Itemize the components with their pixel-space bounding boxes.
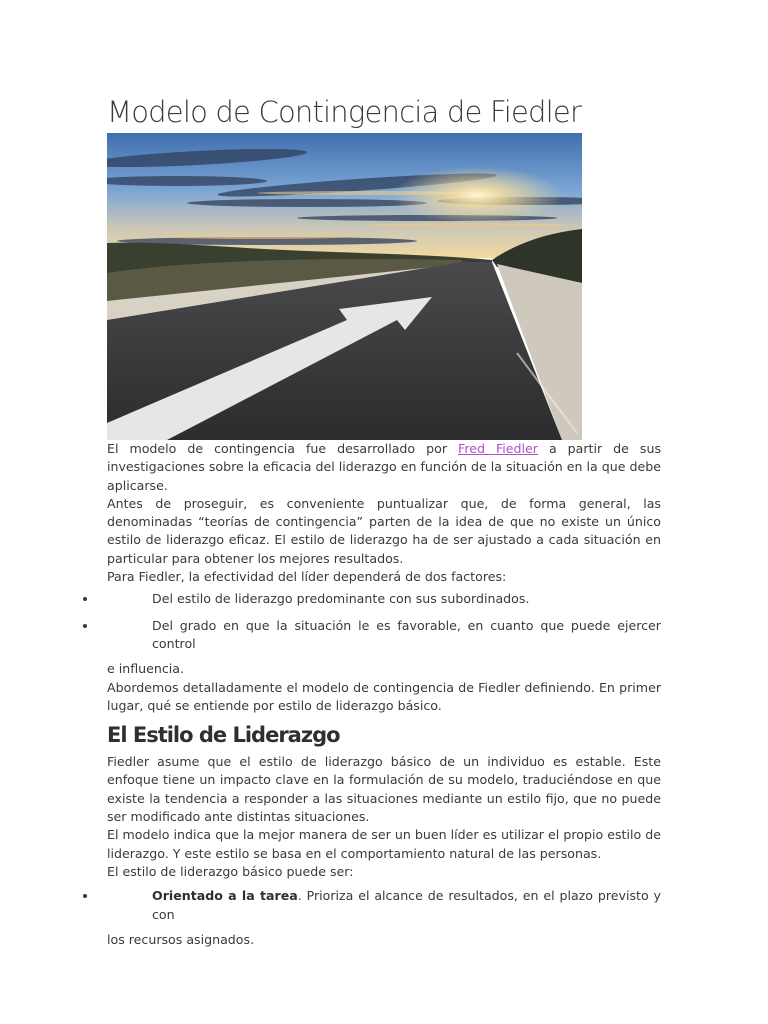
paragraph-contingency-theories: Antes de proseguir, es conveniente puntualizar que, de forma general, las denominadas “teorías de contingencia” parten de la idea de que no existe un único estilo de liderazgo eficaz. El estilo de liderazgo ha de ser ajustado a cada situación en particular para obtener los mejores resultados. — [107, 495, 661, 566]
page-title: Modelo de Contingencia de Fiedler — [107, 95, 582, 129]
paragraph-style-can-be: El estilo de liderazgo básico puede ser: — [107, 863, 354, 879]
bullet-text-body: . Prioriza el alcance de resultados, en el plazo previsto y con — [152, 888, 661, 922]
document-page — [107, 92, 661, 949]
intro-paragraph — [107, 440, 661, 495]
bullet-dot — [83, 624, 87, 628]
list-item — [107, 590, 661, 608]
list-item — [107, 887, 661, 949]
paragraph-own-style: El modelo indica que la mejor manera de ser un buen líder es utilizar el propio estilo de liderazgo. Y este estilo se basa en el comportamiento natural de las personas. — [107, 827, 661, 861]
paragraph-basic-style: Abordemos detalladamente el modelo de contingencia de Fiedler definiendo. En primer lugar, qué se entiende por estilo de liderazgo básico. — [107, 679, 661, 713]
list-item — [107, 617, 661, 679]
bullet-text: Del grado en que la situación le es favorable, en cuanto que puede ejercer control — [152, 617, 661, 651]
road-arrow-image — [107, 133, 582, 440]
bullet-text-continued: e influencia. — [107, 661, 185, 677]
bullet-text-continued: los recursos asignados. — [107, 931, 255, 947]
bullet-dot — [83, 597, 87, 601]
paragraph-two-factors: Para Fiedler, la efectividad del líder dependerá de dos factores: — [107, 569, 507, 585]
intro-text-start: El modelo de contingencia fue desarrollado por — [107, 441, 458, 456]
paragraph-stable-style: Fiedler asume que el estilo de liderazgo básico de un individuo es estable. Este enfoque tiene un impacto clave en la formulación de su modelo, traduciéndose en que existe la tendencia a responder a las situaciones mediante un estilo fijo, que no puede ser modificado ante distintas situaciones. — [107, 754, 661, 825]
intro-text-end: a partir de sus investigaciones sobre la eficacia del liderazgo en función de la situación en la que debe aplicarse. — [107, 441, 662, 493]
bullet-text — [107, 887, 661, 924]
bullet-text: Del estilo de liderazgo predominante con sus subordinados. — [152, 591, 530, 607]
bullet-dot — [83, 894, 87, 898]
fred-fiedler-link[interactable]: Fred Fiedler — [458, 441, 538, 456]
section-heading: El Estilo de Liderazgo — [107, 723, 340, 748]
bullet-bold-term: Orientado a la tarea — [152, 888, 298, 904]
